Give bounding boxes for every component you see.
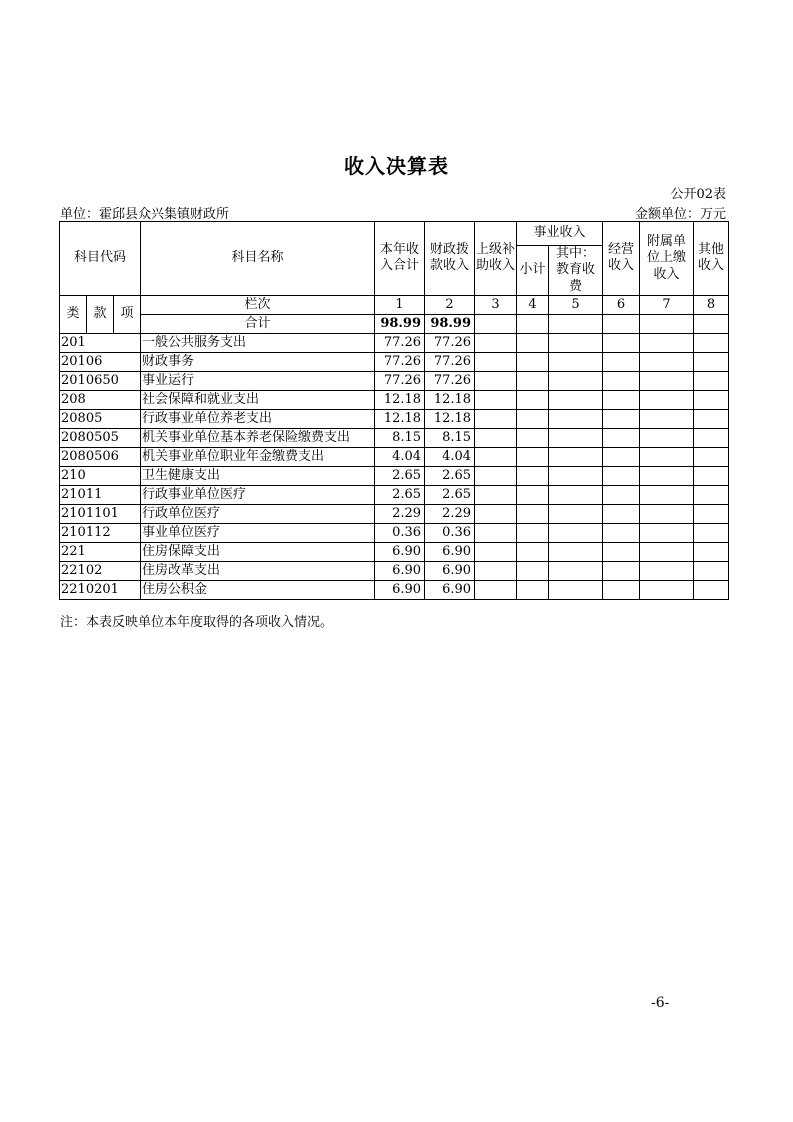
empty-cell (549, 371, 603, 390)
empty-cell (517, 504, 549, 523)
money-unit-label: 金额单位：万元 (634, 207, 726, 222)
header-code: 科目代码 (60, 222, 141, 296)
empty-cell (549, 504, 603, 523)
row-name: 财政事务 (141, 352, 375, 371)
row-code: 2210201 (60, 580, 141, 599)
row-code: 221 (60, 542, 141, 561)
empty-cell (694, 428, 729, 447)
row-name: 机关事业单位职业年金缴费支出 (141, 447, 375, 466)
empty-cell (517, 447, 549, 466)
empty-cell (640, 542, 694, 561)
row-code: 22102 (60, 561, 141, 580)
row-fiscal: 77.26 (425, 333, 475, 352)
row-fiscal: 2.29 (425, 504, 475, 523)
income-table (59, 221, 729, 600)
empty-cell (517, 485, 549, 504)
empty-cell (640, 466, 694, 485)
row-fiscal: 77.26 (425, 352, 475, 371)
row-fiscal: 6.90 (425, 542, 475, 561)
row-fiscal: 77.26 (425, 371, 475, 390)
empty-cell (549, 580, 603, 599)
page-title: 收入决算表 (344, 154, 449, 178)
empty-cell (694, 561, 729, 580)
table-row (60, 523, 729, 542)
empty-cell (549, 447, 603, 466)
empty-cell (475, 580, 517, 599)
empty-cell (475, 371, 517, 390)
empty-cell (694, 580, 729, 599)
empty-cell (694, 466, 729, 485)
empty-cell (549, 428, 603, 447)
header-upper: 上级补助收入 (475, 222, 517, 296)
row-fiscal: 12.18 (425, 409, 475, 428)
row-total: 12.18 (375, 409, 425, 428)
empty-cell (640, 523, 694, 542)
empty-cell (517, 428, 549, 447)
page-number: -6- (651, 995, 670, 1011)
row-total: 6.90 (375, 580, 425, 599)
total-label: 合计 (141, 314, 375, 333)
empty-cell (549, 390, 603, 409)
header-row-1 (60, 222, 729, 246)
column-number-row (60, 295, 729, 314)
row-total: 2.65 (375, 485, 425, 504)
row-fiscal: 12.18 (425, 390, 475, 409)
header-operate: 经营收入 (603, 222, 640, 296)
row-name: 行政事业单位养老支出 (141, 409, 375, 428)
empty-cell (603, 390, 640, 409)
header-career-group: 事业收入 (517, 222, 603, 246)
empty-cell (475, 504, 517, 523)
empty-cell (475, 447, 517, 466)
row-code: 210112 (60, 523, 141, 542)
row-fiscal: 2.65 (425, 466, 475, 485)
empty-cell (603, 333, 640, 352)
row-total: 77.26 (375, 352, 425, 371)
table-row (60, 409, 729, 428)
empty-cell (517, 542, 549, 561)
empty-cell (475, 542, 517, 561)
empty-cell (603, 504, 640, 523)
col-num: 5 (549, 295, 603, 314)
row-fiscal: 6.90 (425, 580, 475, 599)
row-fiscal: 6.90 (425, 561, 475, 580)
empty-cell (517, 390, 549, 409)
header-other: 其他收入 (694, 222, 729, 296)
col-num: 1 (375, 295, 425, 314)
row-name: 住房保障支出 (141, 542, 375, 561)
empty-cell (549, 409, 603, 428)
row-code: 21011 (60, 485, 141, 504)
empty-cell (517, 580, 549, 599)
table-row (60, 580, 729, 599)
row-total: 2.65 (375, 466, 425, 485)
empty-cell (517, 352, 549, 371)
empty-cell (640, 352, 694, 371)
empty-cell (694, 504, 729, 523)
empty-cell (603, 371, 640, 390)
row-fiscal: 0.36 (425, 523, 475, 542)
empty-cell (517, 466, 549, 485)
empty-cell (475, 409, 517, 428)
empty-cell (549, 466, 603, 485)
footnote: 注：本表反映单位本年度取得的各项收入情况。 (60, 615, 334, 630)
table-row (60, 352, 729, 371)
empty-cell (475, 428, 517, 447)
table-row (60, 390, 729, 409)
empty-cell (475, 390, 517, 409)
empty-cell (603, 542, 640, 561)
row-name: 事业运行 (141, 371, 375, 390)
row-fiscal: 8.15 (425, 428, 475, 447)
row-name: 事业单位医疗 (141, 523, 375, 542)
col-num: 8 (694, 295, 729, 314)
col-num: 6 (603, 295, 640, 314)
empty-cell (640, 333, 694, 352)
row-total: 77.26 (375, 371, 425, 390)
table-row (60, 428, 729, 447)
total-row (60, 314, 729, 333)
empty-cell (603, 409, 640, 428)
row-code: 208 (60, 390, 141, 409)
empty-cell (475, 466, 517, 485)
table-row (60, 485, 729, 504)
empty-cell (640, 371, 694, 390)
empty-cell (640, 485, 694, 504)
row-code: 2010650 (60, 371, 141, 390)
col-num: 7 (640, 295, 694, 314)
row-name: 住房改革支出 (141, 561, 375, 580)
empty-cell (475, 485, 517, 504)
empty-cell (475, 523, 517, 542)
empty-cell (549, 352, 603, 371)
empty-cell (640, 447, 694, 466)
row-name: 机关事业单位基本养老保险缴费支出 (141, 428, 375, 447)
empty-cell (694, 485, 729, 504)
row-name: 卫生健康支出 (141, 466, 375, 485)
row-code: 2080506 (60, 447, 141, 466)
col-num: 3 (475, 295, 517, 314)
row-code: 201 (60, 333, 141, 352)
total-amount: 98.99 (375, 314, 425, 333)
empty-cell (549, 523, 603, 542)
header-lanci: 栏次 (141, 295, 375, 314)
empty-cell (694, 447, 729, 466)
col-num: 4 (517, 295, 549, 314)
empty-cell (517, 371, 549, 390)
table-row (60, 466, 729, 485)
header-kuan: 款 (87, 295, 114, 333)
empty-cell (640, 580, 694, 599)
empty-cell (549, 561, 603, 580)
empty-cell (517, 409, 549, 428)
empty-cell (694, 542, 729, 561)
header-name: 科目名称 (141, 222, 375, 296)
row-code: 2101101 (60, 504, 141, 523)
header-fiscal: 财政拨款收入 (425, 222, 475, 296)
empty-cell (603, 352, 640, 371)
empty-cell (603, 428, 640, 447)
unit-label: 单位：霍邱县众兴集镇财政所 (60, 207, 230, 222)
form-number: 公开02表 (670, 187, 726, 202)
table-row (60, 504, 729, 523)
empty-cell (475, 352, 517, 371)
empty-cell (640, 504, 694, 523)
table-row (60, 561, 729, 580)
empty-cell (694, 352, 729, 371)
table-row (60, 371, 729, 390)
header-lei: 类 (60, 295, 87, 333)
empty-cell (694, 333, 729, 352)
empty-cell (694, 409, 729, 428)
header-subtotal: 小计 (517, 246, 549, 296)
empty-cell (603, 447, 640, 466)
row-code: 20106 (60, 352, 141, 371)
table-row (60, 447, 729, 466)
data-rows (60, 333, 729, 599)
table-row (60, 333, 729, 352)
empty-cell (694, 390, 729, 409)
row-name: 行政单位医疗 (141, 504, 375, 523)
row-fiscal: 2.65 (425, 485, 475, 504)
empty-cell (603, 580, 640, 599)
row-code: 210 (60, 466, 141, 485)
empty-cell (549, 485, 603, 504)
row-total: 0.36 (375, 523, 425, 542)
header-total: 本年收入合计 (375, 222, 425, 296)
row-total: 6.90 (375, 561, 425, 580)
col-num: 2 (425, 295, 475, 314)
empty-cell (640, 428, 694, 447)
empty-cell (603, 561, 640, 580)
empty-cell (603, 466, 640, 485)
row-total: 6.90 (375, 542, 425, 561)
row-code: 20805 (60, 409, 141, 428)
empty-cell (517, 523, 549, 542)
row-name: 一般公共服务支出 (141, 333, 375, 352)
row-total: 2.29 (375, 504, 425, 523)
header-edu: 其中：教育收费 (549, 246, 603, 296)
table-row (60, 542, 729, 561)
header-affil: 附属单位上缴收入 (640, 222, 694, 296)
row-name: 住房公积金 (141, 580, 375, 599)
empty-cell (694, 523, 729, 542)
row-name: 社会保障和就业支出 (141, 390, 375, 409)
empty-cell (640, 561, 694, 580)
row-total: 4.04 (375, 447, 425, 466)
empty-cell (517, 561, 549, 580)
empty-cell (475, 561, 517, 580)
header-xiang: 项 (114, 295, 141, 333)
empty-cell (603, 485, 640, 504)
row-total: 12.18 (375, 390, 425, 409)
row-fiscal: 4.04 (425, 447, 475, 466)
empty-cell (603, 523, 640, 542)
empty-cell (517, 333, 549, 352)
empty-cell (549, 333, 603, 352)
row-total: 77.26 (375, 333, 425, 352)
total-fiscal: 98.99 (425, 314, 475, 333)
empty-cell (640, 409, 694, 428)
empty-cell (475, 333, 517, 352)
row-total: 8.15 (375, 428, 425, 447)
empty-cell (549, 542, 603, 561)
row-name: 行政事业单位医疗 (141, 485, 375, 504)
row-code: 2080505 (60, 428, 141, 447)
empty-cell (640, 390, 694, 409)
empty-cell (694, 371, 729, 390)
